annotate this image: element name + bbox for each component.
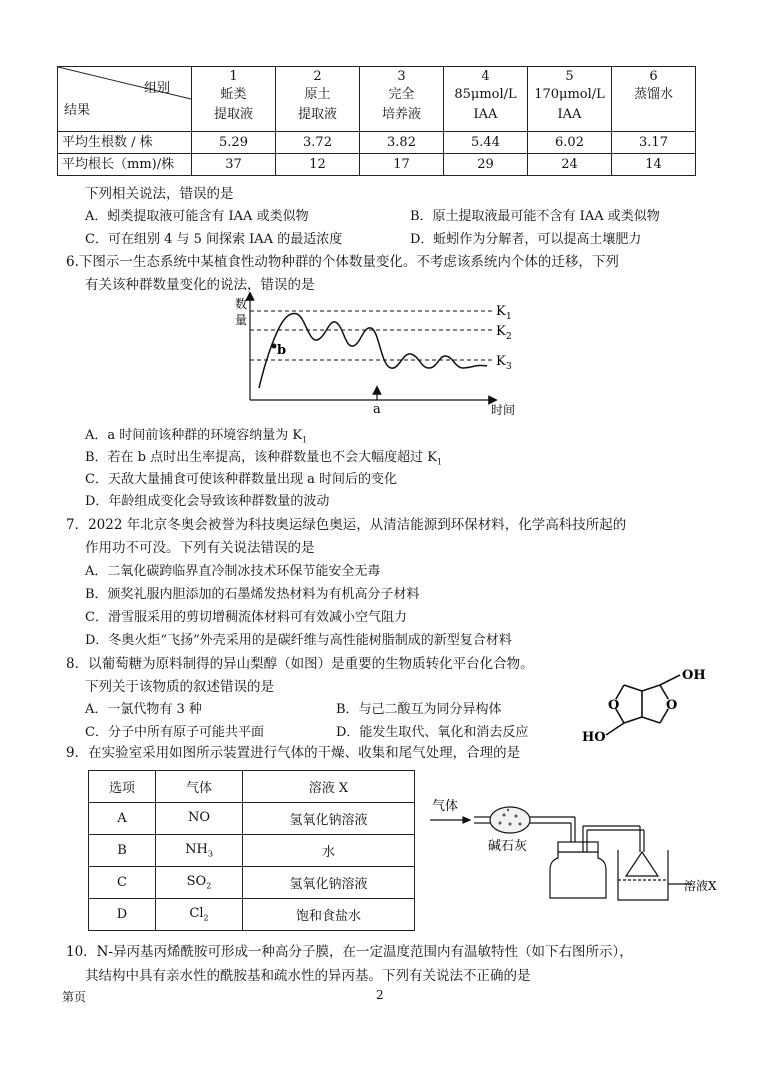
diagonal-line <box>58 67 191 131</box>
q7-option-c: C．滑雪服采用的剪切增稠流体材料可有效减小空气阻力 <box>85 610 407 625</box>
q6-option-a <box>85 424 307 445</box>
q6-option-c: C．天敌大量捕食可使该种群数量出现 a 时间后的变化 <box>85 472 397 487</box>
population-graph <box>225 292 535 420</box>
solution-cell: 氢氧化钠溶液 <box>243 803 415 835</box>
col-line1: 原土 <box>304 87 331 102</box>
option-cell: A <box>89 803 156 835</box>
cell: 17 <box>360 154 444 176</box>
footer-left: 第页 <box>62 990 87 1004</box>
solution-label: 溶液X <box>684 879 717 893</box>
q8-line2: 下列关于该物质的叙述错误的是 <box>85 679 274 695</box>
q6-option-b-text: B．若在 b 点时出生率提高，该种群数量也不会大幅度超过 K <box>85 450 437 465</box>
q5-option-d: D．蚯蚓作为分解者，可以提高土壤肥力 <box>410 232 642 247</box>
k3-label: K <box>496 354 506 369</box>
q5-option-c: C．可在组别 4 与 5 间探索 IAA 的最适浓度 <box>85 232 343 247</box>
q6-option-b <box>85 446 442 467</box>
col-header-2 <box>276 67 360 132</box>
option-cell: B <box>89 835 156 867</box>
q9-line1: 9．在实验室采用如图所示装置进行气体的干燥、收集和尾气处理，合理的是 <box>66 745 521 761</box>
cell: 3.17 <box>612 132 696 154</box>
col-num: 1 <box>229 69 238 84</box>
gas-text: NH <box>185 842 208 858</box>
q6-option-b-sub: 1 <box>436 457 443 467</box>
q6-option-a-sub: 1 <box>302 435 308 445</box>
q5-stem: 下列相关说法，错误的是 <box>85 186 234 202</box>
cell: 24 <box>528 154 612 176</box>
cell: 12 <box>276 154 360 176</box>
q8-option-a: A．一氯代物有 3 种 <box>85 702 202 717</box>
cell: 14 <box>612 154 696 176</box>
cell: 5.29 <box>192 132 276 154</box>
gas-apparatus <box>430 780 730 910</box>
col-num: 2 <box>313 69 322 84</box>
gas-cell <box>156 835 243 867</box>
q10-line2: 其结构中具有亲水性的酰胺基和疏水性的异丙基。下列有关说法不正确的是 <box>85 968 531 984</box>
gas-sub: 2 <box>206 881 212 891</box>
q8-option-d: D．能发生取代、氧化和消去反应 <box>336 725 529 740</box>
k2-label: K <box>496 324 506 339</box>
population-curve <box>259 314 487 388</box>
ylabel-1: 数 <box>235 297 248 311</box>
table-row <box>89 803 415 835</box>
q8-option-c: C．分子中所有原子可能共平面 <box>85 725 264 740</box>
option-cell: C <box>89 867 156 899</box>
isosorbide-structure <box>580 655 740 745</box>
col-header-4 <box>444 67 528 132</box>
cell: 6.02 <box>528 132 612 154</box>
xlabel: 时间 <box>491 403 516 417</box>
solution-cell: 水 <box>243 835 415 867</box>
table-row <box>89 899 415 931</box>
gas-sub: 2 <box>203 913 209 923</box>
gas-sub: 3 <box>207 849 213 859</box>
col-num: 5 <box>565 69 574 84</box>
q6-line1: 6.下图示一生态系统中某植食性动物种群的个体数量变化。不考虑该系统内个体的迁移，下列 <box>66 254 619 270</box>
solution-cell: 饱和食盐水 <box>243 899 415 931</box>
table-row <box>89 867 415 899</box>
row-label: 平均根长（mm)/株 <box>58 154 192 176</box>
q5-option-b: B．原土提取液最可能不含有 IAA 或类似物 <box>410 209 660 224</box>
cell: 5.44 <box>444 132 528 154</box>
oh-bottom-label: HO <box>582 730 606 745</box>
gas-cell <box>156 899 243 931</box>
option-cell: D <box>89 899 156 931</box>
gas-table <box>88 770 415 931</box>
lime-label: 碱石灰 <box>488 839 528 854</box>
col-line2: IAA <box>473 107 498 122</box>
q7-option-d: D．冬奥火炬“飞扬”外壳采用的是碳纤维与高性能树脂制成的新型复合材料 <box>85 633 512 648</box>
point-b-marker <box>272 344 277 349</box>
corner-top-label: 组别 <box>144 81 171 96</box>
col-line2: IAA <box>557 107 582 122</box>
page-number: 2 <box>376 988 384 1002</box>
gas-text: Cl <box>189 906 204 922</box>
row-label: 平均生根数 / 株 <box>58 132 192 154</box>
gas-text: SO <box>186 874 207 890</box>
results-table <box>57 66 696 176</box>
col-line2: 培养液 <box>381 107 421 122</box>
corner-cell <box>58 67 192 132</box>
col-line1: 完全 <box>388 87 415 102</box>
oh-top-label: OH <box>682 668 706 683</box>
col-line1: 170μmol/L <box>534 87 605 102</box>
q8-line1: 8．以葡萄糖为原料制得的异山梨醇（如图）是重要的生物质转化平台化合物。 <box>66 656 534 672</box>
col-header-3 <box>360 67 444 132</box>
point-b-label: b <box>277 343 287 358</box>
col-header-6 <box>612 67 696 132</box>
gas-text: NO <box>187 810 211 826</box>
q7-option-a: A．二氧化碳跨临界直冷制冰技术环保节能安全无毒 <box>85 564 381 579</box>
col-num: 6 <box>649 69 658 84</box>
table-row <box>89 771 415 803</box>
cell: 37 <box>192 154 276 176</box>
solution-cell: 氢氧化钠溶液 <box>243 867 415 899</box>
q6-option-a-text: A．a 时间前该种群的环境容纳量为 K <box>85 428 303 443</box>
table-row <box>58 132 696 154</box>
q7-line1: 7．2022 年北京冬奥会被誉为科技奥运绿色奥运，从清洁能源到环保材料，化学高科技所起的 <box>66 517 627 533</box>
q7-option-b: B．颁奖礼服内胆添加的石墨烯发热材料为有机高分子材料 <box>85 587 420 602</box>
gas-cell <box>156 867 243 899</box>
col-line2: 提取液 <box>213 107 253 122</box>
q10-line1: 10．N-异丙基丙烯酰胺可形成一种高分子膜，在一定温度范围内有温敏特性（如下右图所示）， <box>66 944 633 960</box>
cell: 29 <box>444 154 528 176</box>
col-header-5 <box>528 67 612 132</box>
svg-text:O: O <box>666 698 678 713</box>
col-num: 3 <box>397 69 406 84</box>
col-line1: 蒸馏水 <box>633 87 673 102</box>
q6-line2: 有关该种群数量变化的说法，错误的是 <box>85 277 315 293</box>
col-line1: 85μmol/L <box>454 87 517 102</box>
col-line1: 蚯类 <box>220 87 247 102</box>
q6-option-d: D．年龄组成变化会导致该种群数量的波动 <box>85 494 330 509</box>
table-row <box>89 835 415 867</box>
col-header-1 <box>192 67 276 132</box>
corner-bottom-label: 结果 <box>64 103 91 118</box>
point-a-label: a <box>373 402 381 417</box>
k2-sub: 2 <box>506 332 512 342</box>
q8-option-b: B．与己二酸互为同分异构体 <box>336 702 502 717</box>
q7-line2: 作用功不可没。下列有关说法错误的是 <box>85 540 315 556</box>
k1-label: K <box>496 304 506 319</box>
header-cell: 气体 <box>156 771 243 803</box>
q5-option-a: A．蚓类提取液可能含有 IAA 或类似物 <box>85 209 309 224</box>
col-line2: 提取液 <box>297 107 337 122</box>
cell: 3.82 <box>360 132 444 154</box>
ylabel-2: 量 <box>235 313 248 327</box>
table-row <box>58 154 696 176</box>
cell: 3.72 <box>276 132 360 154</box>
gas-cell <box>156 803 243 835</box>
k1-sub: 1 <box>506 312 512 322</box>
header-cell: 溶液 X <box>243 771 415 803</box>
svg-text:O: O <box>608 698 620 713</box>
gas-label: 气体 <box>432 799 459 814</box>
k3-sub: 3 <box>506 362 512 372</box>
header-cell: 选项 <box>89 771 156 803</box>
col-num: 4 <box>481 69 490 84</box>
